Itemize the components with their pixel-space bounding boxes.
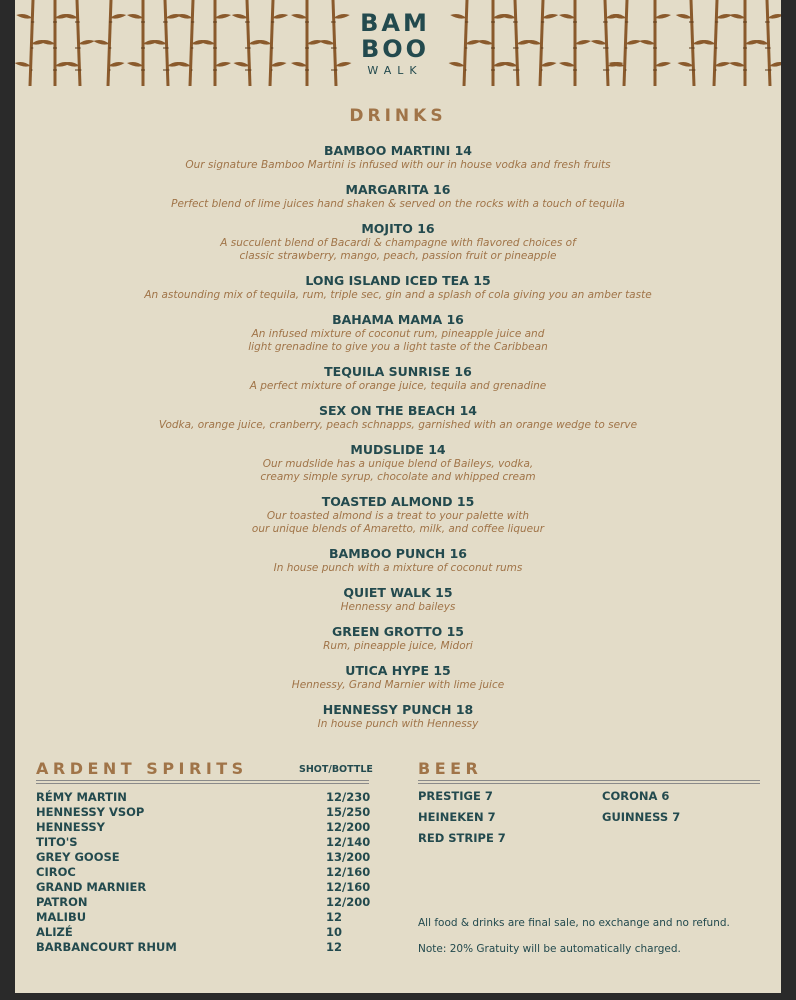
bamboo-stalk xyxy=(190,0,193,86)
bamboo-leaf xyxy=(525,40,541,45)
bamboo-leaf xyxy=(79,40,95,45)
drink-name: MARGARITA 16 xyxy=(345,182,451,197)
drink-description: Vodka, orange juice, cranberry, peach schnapps, garnished with an orange wedge to serve xyxy=(158,419,638,431)
bamboo-leaf xyxy=(127,62,143,67)
spirit-price: 15/250 xyxy=(326,805,371,819)
drink-description: Perfect blend of lime juices hand shaken & served on the rocks with a touch of tequila xyxy=(171,198,625,210)
drink-item xyxy=(15,363,781,393)
drink-item xyxy=(15,701,781,731)
drink-name: SEX ON THE BEACH 14 xyxy=(319,403,477,418)
bamboo-stalk xyxy=(464,0,467,86)
drink-name: BAHAMA MAMA 16 xyxy=(332,312,464,327)
beer-item: GUINNESS 7 xyxy=(602,810,681,824)
drink-item xyxy=(15,493,781,536)
beer-item: CORONA 6 xyxy=(602,789,670,803)
bamboo-stalk xyxy=(30,0,33,86)
drink-name: UTICA HYPE 15 xyxy=(345,663,451,678)
drink-item xyxy=(15,584,781,614)
bamboo-stalk xyxy=(624,0,627,86)
bamboo-stalk xyxy=(691,0,694,86)
drink-item xyxy=(15,623,781,653)
bamboo-leaf xyxy=(753,40,769,45)
spirit-row xyxy=(36,880,376,895)
spirit-price: 12/160 xyxy=(326,865,371,879)
spirit-price: 12/200 xyxy=(326,820,371,834)
bamboo-stalk xyxy=(333,0,336,86)
drink-name: BAMBOO MARTINI 14 xyxy=(324,143,472,158)
bamboo-stalk xyxy=(605,0,608,86)
spirit-price: 12/200 xyxy=(326,895,371,909)
bamboo-leaf xyxy=(575,40,591,45)
bamboo-leaf xyxy=(655,14,671,19)
drink-item xyxy=(15,142,781,172)
bamboo-leaf xyxy=(93,40,109,45)
drink-description: Rum, pineapple juice, Midori xyxy=(323,640,473,652)
drink-description: creamy simple syrup, chocolate and whipped cream xyxy=(260,471,536,483)
bamboo-leaf xyxy=(716,14,732,19)
drink-item xyxy=(15,545,781,575)
drink-description: light grenadine to give you a light taste of the Caribbean xyxy=(248,341,548,353)
spirit-price: 12/140 xyxy=(326,835,371,849)
bamboo-stalk xyxy=(165,0,168,86)
bamboo-leaf xyxy=(39,40,55,45)
beer-item: HEINEKEN 7 xyxy=(418,810,496,824)
drink-description: An infused mixture of coconut rum, pineapple juice and xyxy=(251,328,545,340)
spirit-row xyxy=(36,865,376,880)
bamboo-leaf xyxy=(16,14,32,19)
spirit-row xyxy=(36,895,376,910)
beer-title: BEER xyxy=(418,759,483,778)
drink-description: In house punch with a mixture of coconut rums xyxy=(273,562,523,574)
bamboo-leaf xyxy=(109,62,125,67)
drink-description: Our toasted almond is a treat to your palette with xyxy=(266,510,530,522)
bamboo-leaf xyxy=(127,14,143,19)
bamboo-leaf xyxy=(199,40,215,45)
bamboo-stalk xyxy=(767,0,770,86)
drinks-title: DRINKS xyxy=(349,106,447,126)
bamboo-leaf xyxy=(655,62,671,67)
beer-divider xyxy=(418,780,760,784)
drink-name: QUIET WALK 15 xyxy=(343,585,453,600)
bamboo-stalk xyxy=(270,0,273,86)
bamboo-stalk xyxy=(540,0,543,86)
drink-name: TEQUILA SUNRISE 16 xyxy=(324,364,472,379)
bamboo-leaf xyxy=(729,14,745,19)
drink-description: classic strawberry, mango, peach, passion fruit or pineapple xyxy=(239,250,557,262)
final-sale-note: All food & drinks are final sale, no exchange and no refund. xyxy=(418,917,730,929)
bamboo-leaf xyxy=(477,40,493,45)
bamboo-leaf xyxy=(176,14,192,19)
bamboo-leaf xyxy=(232,14,248,19)
shot-bottle-header: SHOT/BOTTLE xyxy=(299,764,373,775)
spirit-name: GRAND MARNIER xyxy=(36,880,147,894)
logo-line-3: WALK xyxy=(367,64,423,77)
bamboo-leaf xyxy=(272,14,288,19)
bamboo-stalk xyxy=(714,0,717,86)
bamboo-leaf xyxy=(335,62,351,67)
spirit-name: MALIBU xyxy=(36,910,87,924)
drink-item xyxy=(15,272,781,302)
bamboo-leaf xyxy=(768,14,781,19)
bamboo-leaf xyxy=(63,62,79,67)
spirit-row xyxy=(36,925,376,940)
beer-item: PRESTIGE 7 xyxy=(418,789,493,803)
spirit-name: BARBANCOURT RHUM xyxy=(36,940,177,954)
drink-name: MOJITO 16 xyxy=(361,221,435,236)
drink-description: A succulent blend of Bacardi & champagne with flavored choices of xyxy=(220,237,576,249)
bamboo-leaf xyxy=(215,62,231,67)
spirit-price: 13/200 xyxy=(326,850,371,864)
spirit-price: 12 xyxy=(326,940,343,954)
logo-line-1: BAM xyxy=(360,9,430,37)
bamboo-leaf xyxy=(559,14,575,19)
drink-name: TOASTED ALMOND 15 xyxy=(321,494,475,509)
spirit-price: 12 xyxy=(326,910,343,924)
spirit-name: HENNESSY xyxy=(36,820,105,834)
logo-line-2: BOO xyxy=(360,35,430,63)
bamboo-leaf xyxy=(625,40,641,45)
drink-description: Hennessy and baileys xyxy=(340,601,456,613)
bamboo-stalk xyxy=(247,0,250,86)
bamboo-leaf xyxy=(271,62,287,67)
beer-item: RED STRIPE 7 xyxy=(418,831,506,845)
bamboo-leaf xyxy=(769,62,781,67)
drink-name: GREEN GROTTO 15 xyxy=(331,624,464,639)
bamboo-leaf xyxy=(501,62,517,67)
spirit-name: PATRON xyxy=(36,895,88,909)
drink-name: MUDSLIDE 14 xyxy=(350,442,446,457)
bamboo-leaf xyxy=(541,62,557,67)
bamboo-leaf xyxy=(110,14,126,19)
drink-description: An astounding mix of tequila, rum, triple sec, gin and a splash of cola giving you an amber taste xyxy=(144,289,652,301)
bamboo-leaf xyxy=(639,40,655,45)
drink-item xyxy=(15,441,781,484)
bamboo-leaf xyxy=(215,14,231,19)
bamboo-leaf xyxy=(591,40,607,45)
bamboo-leaf xyxy=(233,62,249,67)
drink-name: LONG ISLAND ICED TEA 15 xyxy=(305,273,491,288)
spirit-row xyxy=(36,790,376,805)
bamboo-leaf xyxy=(449,62,465,67)
bamboo-leaf xyxy=(15,62,31,67)
bamboo-leaf xyxy=(291,62,307,67)
spirit-name: CIROC xyxy=(36,865,76,879)
spirits-list xyxy=(36,790,376,955)
bamboo-stalk xyxy=(108,0,111,86)
bamboo-leaf xyxy=(676,14,692,19)
spirit-name: GREY GOOSE xyxy=(36,850,120,864)
bamboo-stalk xyxy=(515,0,518,86)
spirit-row xyxy=(36,940,376,955)
drink-item xyxy=(15,311,781,354)
spirit-name: HENNESSY VSOP xyxy=(36,805,145,819)
spirit-name: TITO'S xyxy=(36,835,78,849)
bamboo-stalk xyxy=(77,0,80,86)
bamboo-leaf xyxy=(559,62,575,67)
spirit-row xyxy=(36,835,376,850)
logo xyxy=(355,10,435,77)
drink-item xyxy=(15,181,781,211)
drink-item xyxy=(15,662,781,692)
bamboo-leaf xyxy=(677,62,693,67)
beer-list xyxy=(418,788,758,846)
spirit-row xyxy=(36,910,376,925)
spirit-row xyxy=(36,820,376,835)
spirits-divider xyxy=(36,780,369,784)
drink-name: BAMBOO PUNCH 16 xyxy=(329,546,467,561)
spirit-name: RÉMY MARTIN xyxy=(36,790,127,804)
spirit-row xyxy=(36,850,376,865)
bamboo-leaf xyxy=(715,62,731,67)
drink-description: Our signature Bamboo Martini is infused with our in house vodka and fresh fruits xyxy=(185,159,611,171)
spirit-price: 12/230 xyxy=(326,790,371,804)
drink-item xyxy=(15,402,781,432)
menu-page xyxy=(15,0,781,993)
bamboo-leaf xyxy=(151,40,167,45)
spirit-price: 12/160 xyxy=(326,880,371,894)
bamboo-leaf xyxy=(291,14,307,19)
spirits-title: ARDENT SPIRITS xyxy=(36,759,248,778)
drink-description: our unique blends of Amaretto, milk, and coffee liqueur xyxy=(251,523,545,535)
drink-description: Hennessy, Grand Marnier with lime juice xyxy=(291,679,505,691)
bamboo-leaf xyxy=(542,14,558,19)
spirit-row xyxy=(36,805,376,820)
drink-description: A perfect mixture of orange juice, tequila and grenadine xyxy=(249,380,547,392)
bamboo-leaf xyxy=(729,62,745,67)
bamboo-leaf xyxy=(319,40,335,45)
gratuity-note: Note: 20% Gratuity will be automatically charged. xyxy=(418,943,681,955)
spirit-name: ALIZÉ xyxy=(36,925,73,939)
drinks-list xyxy=(15,142,781,740)
drink-description: Our mudslide has a unique blend of Baileys, vodka, xyxy=(262,458,534,470)
drink-item xyxy=(15,220,781,263)
drink-name: HENNESSY PUNCH 18 xyxy=(322,702,474,717)
drink-description: In house punch with Hennessy xyxy=(317,718,479,730)
bamboo-leaf xyxy=(334,14,350,19)
spirit-price: 10 xyxy=(326,925,343,939)
bamboo-leaf xyxy=(450,14,466,19)
